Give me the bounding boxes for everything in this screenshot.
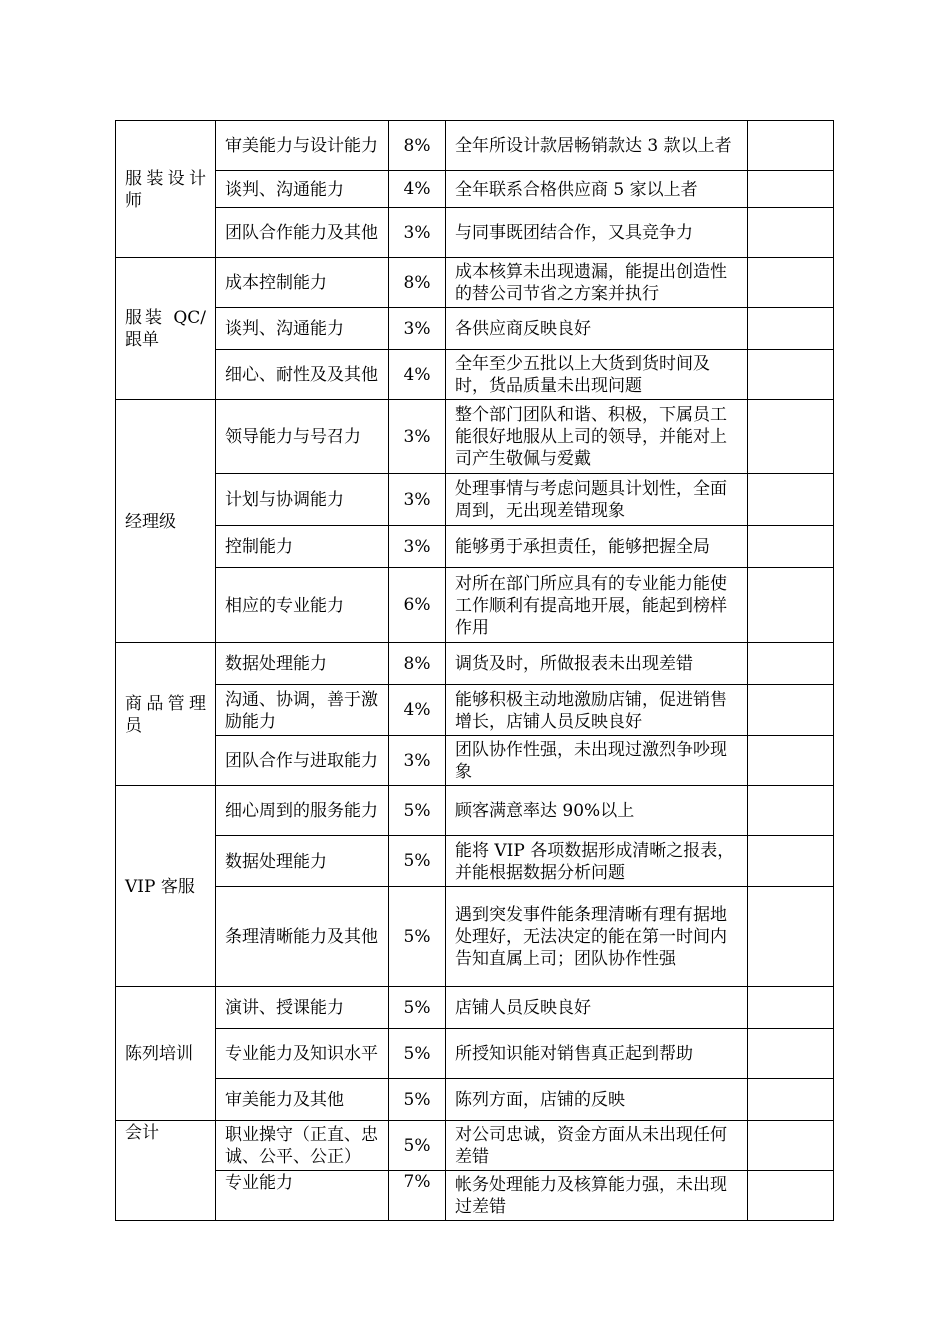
weight-cell: 3% <box>389 474 446 526</box>
skill-cell: 职业操守（正直、忠诚、公平、公正） <box>216 1121 389 1171</box>
score-cell <box>748 400 834 474</box>
evaluation-table <box>115 120 834 1221</box>
table-row <box>116 1171 834 1221</box>
standard-cell: 顾客满意率达 90%以上 <box>446 786 748 836</box>
score-cell <box>748 836 834 887</box>
score-cell <box>748 258 834 308</box>
table-row <box>116 171 834 208</box>
skill-cell: 成本控制能力 <box>216 258 389 308</box>
standard-cell: 对所在部门所应具有的专业能力能使工作顺利有提高地开展，能起到榜样作用 <box>446 568 748 643</box>
category-cell: 经理级 <box>116 400 216 643</box>
skill-cell: 领导能力与号召力 <box>216 400 389 474</box>
weight-cell: 7% <box>389 1171 446 1221</box>
score-cell <box>748 208 834 258</box>
table-row <box>116 400 834 474</box>
table-row <box>116 350 834 400</box>
score-cell <box>748 736 834 786</box>
category-cell: 陈列培训 <box>116 987 216 1121</box>
score-cell <box>748 1121 834 1171</box>
standard-cell: 调货及时，所做报表未出现差错 <box>446 643 748 685</box>
skill-cell: 沟通、协调，善于激励能力 <box>216 685 389 736</box>
table-row <box>116 836 834 887</box>
score-cell <box>748 887 834 987</box>
weight-cell: 4% <box>389 685 446 736</box>
table-row <box>116 258 834 308</box>
skill-cell: 审美能力及其他 <box>216 1079 389 1121</box>
standard-cell: 对公司忠诚，资金方面从未出现任何差错 <box>446 1121 748 1171</box>
standard-cell: 店铺人员反映良好 <box>446 987 748 1029</box>
standard-cell: 全年所设计款居畅销款达 3 款以上者 <box>446 121 748 171</box>
skill-cell: 细心、耐性及及其他 <box>216 350 389 400</box>
score-cell <box>748 987 834 1029</box>
standard-cell: 能够积极主动地激励店铺，促进销售增长，店铺人员反映良好 <box>446 685 748 736</box>
standard-cell: 能将 VIP 各项数据形成清晰之报表，并能根据数据分析问题 <box>446 836 748 887</box>
standard-cell: 与同事既团结合作，又具竞争力 <box>446 208 748 258</box>
standard-cell: 帐务处理能力及核算能力强，未出现过差错 <box>446 1171 748 1221</box>
skill-cell: 细心周到的服务能力 <box>216 786 389 836</box>
category-cell: 会计 <box>116 1121 216 1221</box>
table-row <box>116 1079 834 1121</box>
weight-cell: 3% <box>389 526 446 568</box>
standard-cell: 全年联系合格供应商 5 家以上者 <box>446 171 748 208</box>
category-cell: 商品管理员 <box>116 643 216 786</box>
weight-cell: 5% <box>389 836 446 887</box>
skill-cell: 审美能力与设计能力 <box>216 121 389 171</box>
score-cell <box>748 1029 834 1079</box>
standard-cell: 处理事情与考虑问题具计划性，全面周到，无出现差错现象 <box>446 474 748 526</box>
weight-cell: 5% <box>389 987 446 1029</box>
table-row <box>116 736 834 786</box>
standard-cell: 所授知识能对销售真正起到帮助 <box>446 1029 748 1079</box>
score-cell <box>748 1171 834 1221</box>
standard-cell: 各供应商反映良好 <box>446 308 748 350</box>
skill-cell: 演讲、授课能力 <box>216 987 389 1029</box>
standard-cell: 成本核算未出现遗漏，能提出创造性的替公司节省之方案并执行 <box>446 258 748 308</box>
table-row <box>116 1029 834 1079</box>
weight-cell: 5% <box>389 1121 446 1171</box>
table-row <box>116 987 834 1029</box>
score-cell <box>748 171 834 208</box>
weight-cell: 5% <box>389 1079 446 1121</box>
skill-cell: 团队合作与进取能力 <box>216 736 389 786</box>
table-row <box>116 786 834 836</box>
table-row <box>116 568 834 643</box>
weight-cell: 3% <box>389 400 446 474</box>
weight-cell: 8% <box>389 258 446 308</box>
skill-cell: 专业能力及知识水平 <box>216 1029 389 1079</box>
score-cell <box>748 568 834 643</box>
standard-cell: 全年至少五批以上大货到货时间及时，货品质量未出现问题 <box>446 350 748 400</box>
skill-cell: 控制能力 <box>216 526 389 568</box>
weight-cell: 4% <box>389 171 446 208</box>
score-cell <box>748 121 834 171</box>
table-row <box>116 643 834 685</box>
skill-cell: 相应的专业能力 <box>216 568 389 643</box>
score-cell <box>748 1079 834 1121</box>
skill-cell: 数据处理能力 <box>216 643 389 685</box>
score-cell <box>748 786 834 836</box>
weight-cell: 5% <box>389 887 446 987</box>
category-cell: 服装 QC/跟单 <box>116 258 216 400</box>
weight-cell: 8% <box>389 643 446 685</box>
skill-cell: 条理清晰能力及其他 <box>216 887 389 987</box>
skill-cell: 数据处理能力 <box>216 836 389 887</box>
weight-cell: 5% <box>389 786 446 836</box>
standard-cell: 遇到突发事件能条理清晰有理有据地处理好，无法决定的能在第一时间内告知直属上司；团队协作性强 <box>446 887 748 987</box>
table-row <box>116 685 834 736</box>
score-cell <box>748 350 834 400</box>
standard-cell: 能够勇于承担责任，能够把握全局 <box>446 526 748 568</box>
skill-cell: 专业能力 <box>216 1171 389 1221</box>
score-cell <box>748 308 834 350</box>
skill-cell: 谈判、沟通能力 <box>216 308 389 350</box>
table-row <box>116 208 834 258</box>
table-row <box>116 121 834 171</box>
weight-cell: 3% <box>389 736 446 786</box>
table-row <box>116 308 834 350</box>
skill-cell: 团队合作能力及其他 <box>216 208 389 258</box>
weight-cell: 3% <box>389 208 446 258</box>
weight-cell: 5% <box>389 1029 446 1079</box>
table-row <box>116 526 834 568</box>
standard-cell: 团队协作性强，未出现过激烈争吵现象 <box>446 736 748 786</box>
table-row <box>116 1121 834 1171</box>
standard-cell: 陈列方面，店铺的反映 <box>446 1079 748 1121</box>
score-cell <box>748 685 834 736</box>
skill-cell: 计划与协调能力 <box>216 474 389 526</box>
standard-cell: 整个部门团队和谐、积极，下属员工能很好地服从上司的领导，并能对上司产生敬佩与爱戴 <box>446 400 748 474</box>
weight-cell: 6% <box>389 568 446 643</box>
skill-cell: 谈判、沟通能力 <box>216 171 389 208</box>
category-cell: 服装设计师 <box>116 121 216 258</box>
score-cell <box>748 526 834 568</box>
weight-cell: 8% <box>389 121 446 171</box>
table-row <box>116 474 834 526</box>
category-cell: VIP 客服 <box>116 786 216 987</box>
weight-cell: 3% <box>389 308 446 350</box>
score-cell <box>748 643 834 685</box>
table-row <box>116 887 834 987</box>
weight-cell: 4% <box>389 350 446 400</box>
score-cell <box>748 474 834 526</box>
